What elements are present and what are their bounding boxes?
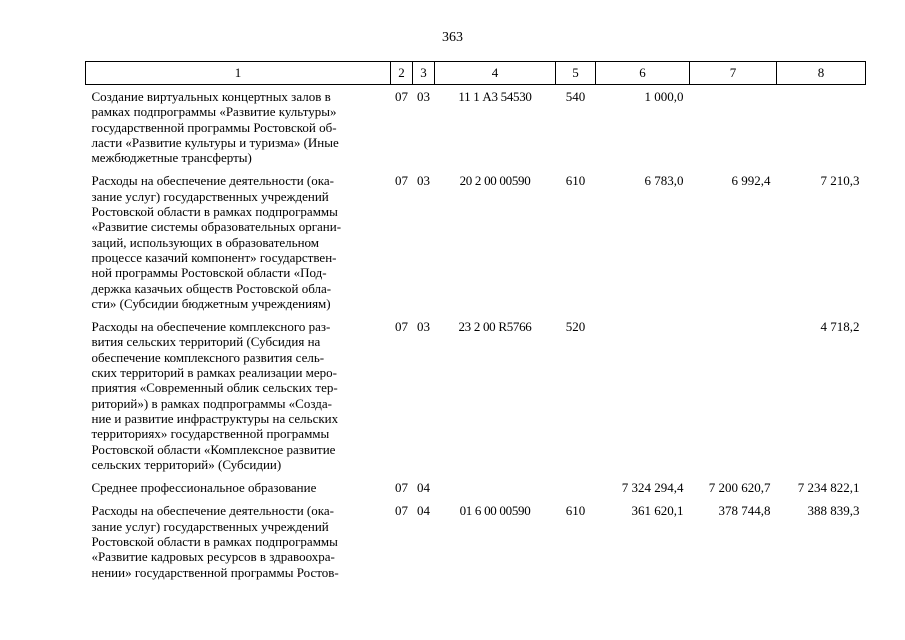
header-col-2: 2 [391, 62, 413, 85]
description-line: ной программы Ростовской области «Под- [91, 265, 327, 281]
description-line: зание услуг) государственных учреждений [91, 518, 329, 534]
expense-type-cell: 610 [565, 503, 586, 519]
amount-2021-cell: 1 000,0 [644, 89, 684, 104]
section-cell: 07 [395, 319, 408, 335]
table-row [86, 495, 866, 579]
description-line: приятия «Современный облик сельских тер- [91, 380, 338, 396]
description-cell [86, 165, 391, 311]
description-line: процессе казачий компонент» государствен- [91, 249, 337, 265]
header-col-6: 6 [596, 62, 690, 85]
description-line: территориях» государственной программы [91, 426, 330, 442]
description-cell [86, 311, 391, 472]
amount-2023-cell: 388 839,3 [807, 503, 860, 519]
description-line: зание услуг) государственных учреждений [91, 188, 329, 204]
target-article-cell: 11 1 А3 54530 [458, 89, 532, 104]
table-row [86, 165, 866, 311]
amount-2023-cell: 7 234 822,1 [797, 480, 860, 496]
expense-type-cell: 610 [565, 173, 586, 189]
description-line: нении» государственной программы Ростов- [91, 564, 339, 580]
target-article-cell: 01 6 00 00590 [459, 503, 531, 519]
description-line: «Развитие системы образовательных органи- [91, 219, 342, 235]
header-col-4: 4 [435, 62, 556, 85]
amount-2022-cell: 7 200 620,7 [708, 480, 771, 496]
amount-2022-cell [690, 85, 777, 166]
target-article-cell: 23 2 00 R5766 [458, 319, 532, 335]
description-line: Ростовской области «Комплексное развитие [91, 441, 336, 457]
section-cell: 07 [395, 480, 408, 496]
description-line: держка казачьих обществ Ростовской обла- [91, 280, 332, 296]
table-row [86, 311, 866, 472]
page-number: 363 [442, 30, 463, 45]
amount-2021-cell: 7 324 294,4 [621, 480, 684, 496]
expense-type-cell [556, 472, 596, 495]
subsection-cell: 04 [417, 480, 430, 496]
amount-2023-cell [777, 85, 866, 166]
amount-2021-cell [596, 311, 690, 472]
description-line: риторий») в рамках подпрограммы «Созда- [91, 395, 332, 411]
table-row [86, 85, 866, 166]
subsection-cell: 03 [417, 319, 430, 335]
amount-2021-cell: 6 783,0 [644, 173, 684, 189]
section-cell: 07 [395, 173, 408, 189]
target-article-cell: 20 2 00 00590 [459, 173, 531, 189]
subsection-cell: 03 [417, 173, 430, 189]
header-col-8: 8 [777, 62, 866, 85]
description-line: межбюджетные трансферты) [91, 150, 252, 166]
table-body [86, 85, 866, 580]
amount-2022-cell [690, 311, 777, 472]
description-line: вития сельских территорий (Субсидия на [91, 334, 321, 350]
description-cell [86, 495, 391, 579]
table-row [86, 472, 866, 495]
header-col-5: 5 [556, 62, 596, 85]
description-line: государственной программы Ростовской об- [91, 119, 337, 135]
amount-2023-cell: 4 718,2 [820, 319, 860, 335]
budget-table [85, 61, 866, 580]
description-line: «Развитие кадровых ресурсов в здравоохра- [91, 549, 335, 565]
description-line: Среднее профессиональное образование [91, 480, 317, 496]
subsection-cell: 04 [417, 503, 430, 519]
description-line: рамках подпрограммы «Развитие культуры» [91, 104, 337, 120]
amount-2021-cell: 361 620,1 [631, 503, 684, 519]
expense-type-cell: 540 [565, 89, 586, 104]
description-line: Ростовской области в рамках подпрограммы [91, 534, 338, 550]
description-line: Расходы на обеспечение комплексного раз- [91, 319, 331, 335]
section-cell: 07 [395, 503, 408, 519]
description-line: Ростовской области в рамках подпрограммы [91, 204, 338, 220]
header-col-3: 3 [413, 62, 435, 85]
description-line: Создание виртуальных концертных залов в [91, 89, 331, 104]
description-cell [86, 85, 391, 166]
section-cell: 07 [395, 89, 408, 104]
header-col-7: 7 [690, 62, 777, 85]
description-line: ласти «Развитие культуры и туризма» (Иные [91, 134, 339, 150]
description-line: обеспечение комплексного развития сель- [91, 349, 325, 365]
description-cell [86, 472, 391, 495]
target-article-cell [435, 472, 556, 495]
header-row [86, 62, 866, 85]
description-line: Расходы на обеспечение деятельности (ока- [91, 503, 334, 519]
description-line: ние и развитие инфраструктуры на сельских [91, 410, 339, 426]
description-line: заций, использующих в образовательном [91, 234, 320, 250]
expense-type-cell: 520 [565, 319, 586, 335]
description-line: сти» (Субсидии бюджетным учреждениям) [91, 295, 331, 311]
description-line: сельских территорий» (Субсидии) [91, 456, 282, 472]
amount-2022-cell: 378 744,8 [718, 503, 771, 519]
amount-2022-cell: 6 992,4 [731, 173, 771, 189]
subsection-cell: 03 [417, 89, 430, 104]
description-line: ских территорий в рамках реализации меро- [91, 365, 338, 381]
description-line: Расходы на обеспечение деятельности (ока- [91, 173, 334, 189]
amount-2023-cell: 7 210,3 [820, 173, 860, 189]
header-col-1: 1 [86, 62, 391, 85]
